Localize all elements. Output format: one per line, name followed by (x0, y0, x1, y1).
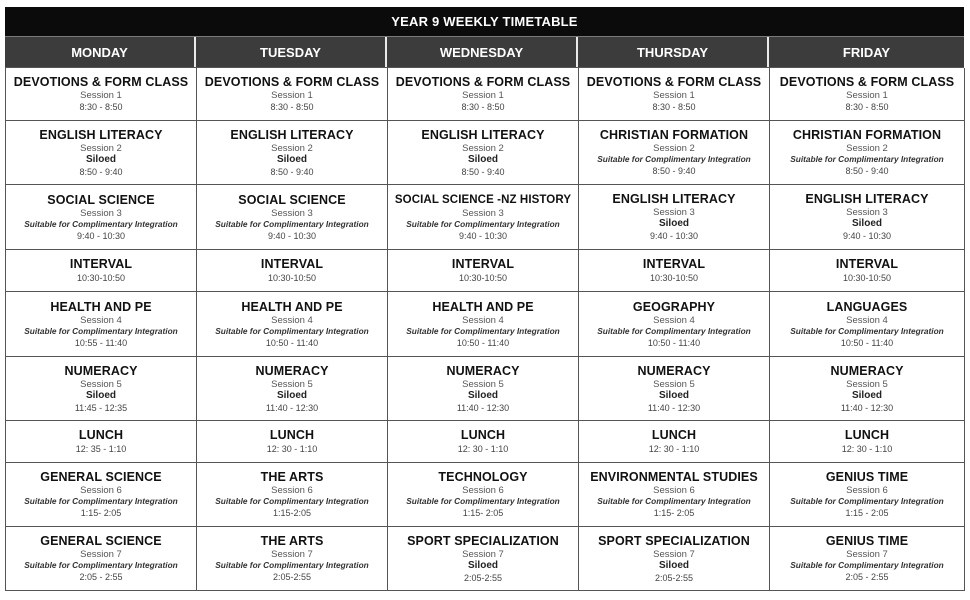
time-range: 10:55 - 11:40 (74, 337, 128, 348)
subject-name: THE ARTS (260, 534, 324, 548)
timetable-cell (579, 421, 770, 463)
siloed-label: Siloed (85, 389, 116, 401)
subject-name: DEVOTIONS & FORM CLASS (395, 75, 571, 89)
timetable-cell (770, 292, 965, 357)
timetable-cell (388, 68, 579, 121)
integration-note: Suitable for Complimentary Integration (215, 496, 369, 506)
time-range: 10:50 - 11:40 (840, 337, 894, 348)
integration-note: Suitable for Complimentary Integration (406, 218, 560, 229)
session-label: Session 3 (271, 207, 313, 219)
timetable-cell (6, 250, 197, 292)
subject-name: GENERAL SCIENCE (40, 470, 162, 484)
subject-name: GEOGRAPHY (632, 299, 716, 314)
timetable-cell (6, 527, 197, 591)
time-range: 8:50 - 9:40 (652, 166, 696, 176)
timetable-cell (770, 185, 965, 250)
timetable-cell (388, 250, 579, 292)
time-range: 10:50 - 11:40 (647, 337, 701, 348)
time-range: 1:15- 2:05 (80, 508, 122, 518)
session-label: Session 6 (846, 485, 888, 496)
session-label: Session 3 (462, 207, 504, 219)
day-header-row (5, 36, 964, 67)
timetable-cell (770, 68, 965, 121)
time-range: 9:40 - 10:30 (458, 230, 508, 241)
session-label: Session 2 (80, 142, 122, 154)
timetable-cell (579, 185, 770, 250)
time-range: 2:05-2:55 (463, 572, 503, 583)
subject-name: INTERVAL (835, 257, 899, 271)
timetable-cell (197, 250, 388, 292)
session-label: Session 2 (653, 143, 695, 154)
siloed-label: Siloed (658, 218, 689, 229)
timetable-cell (6, 463, 197, 527)
time-range: 9:40 - 10:30 (267, 230, 317, 241)
subject-name: INTERVAL (69, 257, 133, 271)
time-range: 8:50 - 9:40 (461, 166, 505, 177)
subject-name: HEALTH AND PE (50, 299, 152, 314)
subject-name: LUNCH (460, 428, 506, 442)
time-range: 8:30 - 8:50 (79, 102, 123, 112)
subject-name: SPORT SPECIALIZATION (407, 533, 559, 548)
timetable-cell (579, 463, 770, 527)
timetable-cell (770, 421, 965, 463)
time-range: 1:15-2:05 (272, 508, 312, 518)
session-label: Session 4 (653, 314, 695, 326)
session-label: Session 7 (462, 548, 504, 560)
time-range: 12: 35 - 1:10 (75, 444, 127, 454)
time-range: 2:05 - 2:55 (79, 572, 123, 582)
timetable-grid (5, 67, 964, 591)
day-header-friday: FRIDAY (842, 44, 891, 60)
integration-note: Suitable for Complimentary Integration (597, 496, 751, 506)
subject-name: LANGUAGES (826, 299, 908, 314)
day-header-monday: MONDAY (5, 37, 196, 67)
timetable-cell (388, 463, 579, 527)
subject-name: ENGLISH LITERACY (421, 127, 545, 142)
subject-name: LUNCH (269, 428, 315, 442)
timetable-cell (388, 421, 579, 463)
time-range: 8:50 - 9:40 (270, 166, 314, 177)
timetable-cell (197, 421, 388, 463)
timetable-cell (579, 250, 770, 292)
siloed-label: Siloed (467, 389, 498, 401)
subject-name: TECHNOLOGY (438, 470, 528, 484)
integration-note: Suitable for Complimentary Integration (24, 560, 178, 570)
session-label: Session 1 (653, 90, 695, 101)
time-range: 8:30 - 8:50 (652, 102, 696, 112)
integration-note: Suitable for Complimentary Integration (790, 154, 944, 164)
subject-name: SOCIAL SCIENCE -NZ HISTORY (394, 193, 572, 206)
timetable-cell (6, 185, 197, 250)
subject-name: LUNCH (844, 428, 890, 442)
time-range: 2:05-2:55 (654, 572, 694, 583)
session-label: Session 1 (846, 90, 888, 101)
timetable-cell (6, 357, 197, 421)
timetable-cell (770, 527, 965, 591)
subject-name: GENIUS TIME (825, 470, 909, 484)
subject-name: ENGLISH LITERACY (612, 192, 736, 206)
subject-name: INTERVAL (451, 257, 515, 271)
time-range: 10:30-10:50 (458, 273, 508, 283)
session-label: Session 6 (653, 485, 695, 496)
timetable-cell (6, 121, 197, 185)
subject-name: CHRISTIAN FORMATION (792, 128, 942, 142)
time-range: 11:40 - 12:30 (456, 402, 510, 413)
siloed-label: Siloed (467, 559, 498, 571)
session-label: Session 3 (80, 207, 122, 219)
timetable-cell (197, 357, 388, 421)
session-label: Session 7 (846, 549, 888, 560)
time-range: 1:15- 2:05 (653, 508, 695, 518)
timetable-cell (197, 121, 388, 185)
timetable-cell (579, 121, 770, 185)
session-label: Session 7 (653, 548, 695, 560)
subject-name: LUNCH (651, 428, 697, 442)
session-label: Session 1 (462, 90, 504, 101)
session-label: Session 2 (462, 142, 504, 154)
time-range: 11:40 - 12:30 (647, 402, 701, 413)
time-range: 8:30 - 8:50 (845, 102, 889, 112)
integration-note: Suitable for Complimentary Integration (790, 560, 944, 570)
session-label: Session 3 (653, 207, 695, 218)
subject-name: HEALTH AND PE (432, 299, 534, 314)
session-label: Session 3 (846, 207, 888, 218)
timetable-cell (388, 185, 579, 250)
integration-note: Suitable for Complimentary Integration (790, 496, 944, 506)
timetable-cell (388, 121, 579, 185)
integration-note: Suitable for Complimentary Integration (406, 496, 560, 506)
subject-name: CHRISTIAN FORMATION (599, 128, 749, 142)
siloed-label: Siloed (851, 218, 882, 229)
integration-note: Suitable for Complimentary Integration (597, 154, 751, 164)
session-label: Session 5 (80, 378, 122, 390)
session-label: Session 2 (271, 142, 313, 154)
time-range: 8:50 - 9:40 (79, 166, 123, 177)
integration-note: Suitable for Complimentary Integration (24, 325, 178, 336)
time-range: 2:05 - 2:55 (845, 572, 889, 582)
siloed-label: Siloed (276, 153, 307, 165)
time-range: 12: 30 - 1:10 (648, 444, 700, 454)
integration-note: Suitable for Complimentary Integration (406, 325, 560, 336)
timetable-cell (770, 463, 965, 527)
timetable-cell (388, 292, 579, 357)
subject-name: INTERVAL (260, 257, 324, 271)
timetable-cell (197, 463, 388, 527)
session-label: Session 5 (462, 378, 504, 390)
subject-name: ENVIRONMENTAL STUDIES (590, 470, 758, 484)
timetable-cell (579, 357, 770, 421)
timetable-cell (6, 421, 197, 463)
session-label: Session 5 (846, 378, 888, 390)
time-range: 10:50 - 11:40 (265, 337, 319, 348)
siloed-label: Siloed (85, 153, 116, 165)
timetable-cell (770, 357, 965, 421)
session-label: Session 5 (653, 378, 695, 390)
time-range: 9:40 - 10:30 (649, 231, 699, 241)
session-label: Session 7 (80, 549, 122, 560)
subject-name: NUMERACY (64, 363, 138, 378)
time-range: 8:50 - 9:40 (845, 166, 889, 176)
subject-name: LUNCH (78, 428, 124, 442)
timetable-cell (6, 292, 197, 357)
subject-name: DEVOTIONS & FORM CLASS (779, 75, 955, 89)
session-label: Session 4 (846, 314, 888, 326)
weekly-timetable (5, 7, 964, 591)
day-header-wednesday: WEDNESDAY (387, 37, 578, 67)
session-label: Session 4 (271, 314, 313, 326)
day-header-tuesday: TUESDAY (196, 37, 387, 67)
timetable-cell (770, 250, 965, 292)
subject-name: SPORT SPECIALIZATION (598, 533, 750, 548)
subject-name: DEVOTIONS & FORM CLASS (204, 75, 380, 89)
time-range: 1:15 - 2:05 (845, 508, 889, 518)
timetable-cell (197, 527, 388, 591)
session-label: Session 5 (271, 378, 313, 390)
time-range: 12: 30 - 1:10 (266, 444, 318, 454)
timetable-cell (579, 68, 770, 121)
time-range: 11:40 - 12:30 (840, 402, 894, 413)
session-label: Session 4 (80, 314, 122, 326)
timetable-cell (388, 357, 579, 421)
siloed-label: Siloed (276, 389, 307, 401)
time-range: 10:30-10:50 (76, 273, 126, 283)
time-range: 10:50 - 11:40 (456, 337, 510, 348)
integration-note: Suitable for Complimentary Integration (24, 218, 178, 229)
time-range: 9:40 - 10:30 (76, 230, 126, 241)
session-label: Session 4 (462, 314, 504, 326)
session-label: Session 7 (271, 549, 313, 560)
time-range: 8:30 - 8:50 (461, 102, 505, 112)
day-header-thursday: THURSDAY (578, 37, 769, 67)
integration-note: Suitable for Complimentary Integration (215, 325, 369, 336)
session-label: Session 2 (846, 143, 888, 154)
time-range: 12: 30 - 1:10 (841, 444, 893, 454)
time-range: 10:30-10:50 (842, 273, 892, 283)
timetable-cell (388, 527, 579, 591)
siloed-label: Siloed (658, 389, 689, 401)
timetable-cell (770, 121, 965, 185)
session-label: Session 1 (271, 90, 313, 101)
time-range: 10:30-10:50 (267, 273, 317, 283)
time-range: 11:40 - 12:30 (265, 402, 319, 413)
time-range: 11:45 - 12:35 (74, 402, 128, 413)
time-range: 10:30-10:50 (649, 273, 699, 283)
subject-name: THE ARTS (260, 470, 324, 484)
subject-name: ENGLISH LITERACY (230, 127, 354, 142)
timetable-cell (197, 68, 388, 121)
time-range: 2:05-2:55 (272, 572, 312, 582)
timetable-cell (6, 68, 197, 121)
integration-note: Suitable for Complimentary Integration (24, 496, 178, 506)
session-label: Session 6 (462, 485, 504, 496)
integration-note: Suitable for Complimentary Integration (597, 325, 751, 336)
subject-name: ENGLISH LITERACY (39, 127, 163, 142)
time-range: 12: 30 - 1:10 (457, 444, 509, 454)
integration-note: Suitable for Complimentary Integration (215, 218, 369, 229)
subject-name: ENGLISH LITERACY (805, 192, 929, 206)
integration-note: Suitable for Complimentary Integration (790, 325, 944, 336)
siloed-label: Siloed (467, 153, 498, 165)
subject-name: GENIUS TIME (825, 534, 909, 548)
session-label: Session 6 (271, 485, 313, 496)
timetable-cell (197, 292, 388, 357)
subject-name: NUMERACY (446, 363, 520, 378)
timetable-cell (579, 292, 770, 357)
subject-name: NUMERACY (255, 363, 329, 378)
subject-name: NUMERACY (830, 363, 904, 378)
timetable-title: YEAR 9 WEEKLY TIMETABLE (5, 7, 964, 36)
subject-name: GENERAL SCIENCE (40, 534, 162, 548)
subject-name: SOCIAL SCIENCE (47, 192, 155, 207)
subject-name: SOCIAL SCIENCE (238, 192, 346, 207)
subject-name: NUMERACY (637, 363, 711, 378)
subject-name: HEALTH AND PE (241, 299, 343, 314)
siloed-label: Siloed (851, 389, 882, 401)
session-label: Session 6 (80, 485, 122, 496)
integration-note: Suitable for Complimentary Integration (215, 560, 369, 570)
subject-name: DEVOTIONS & FORM CLASS (586, 75, 762, 89)
subject-name: DEVOTIONS & FORM CLASS (13, 75, 189, 89)
subject-name: INTERVAL (642, 257, 706, 271)
time-range: 8:30 - 8:50 (270, 102, 314, 112)
timetable-cell (579, 527, 770, 591)
time-range: 1:15- 2:05 (462, 508, 504, 518)
session-label: Session 1 (80, 90, 122, 101)
siloed-label: Siloed (658, 559, 689, 571)
timetable-cell (197, 185, 388, 250)
time-range: 9:40 - 10:30 (842, 231, 892, 241)
